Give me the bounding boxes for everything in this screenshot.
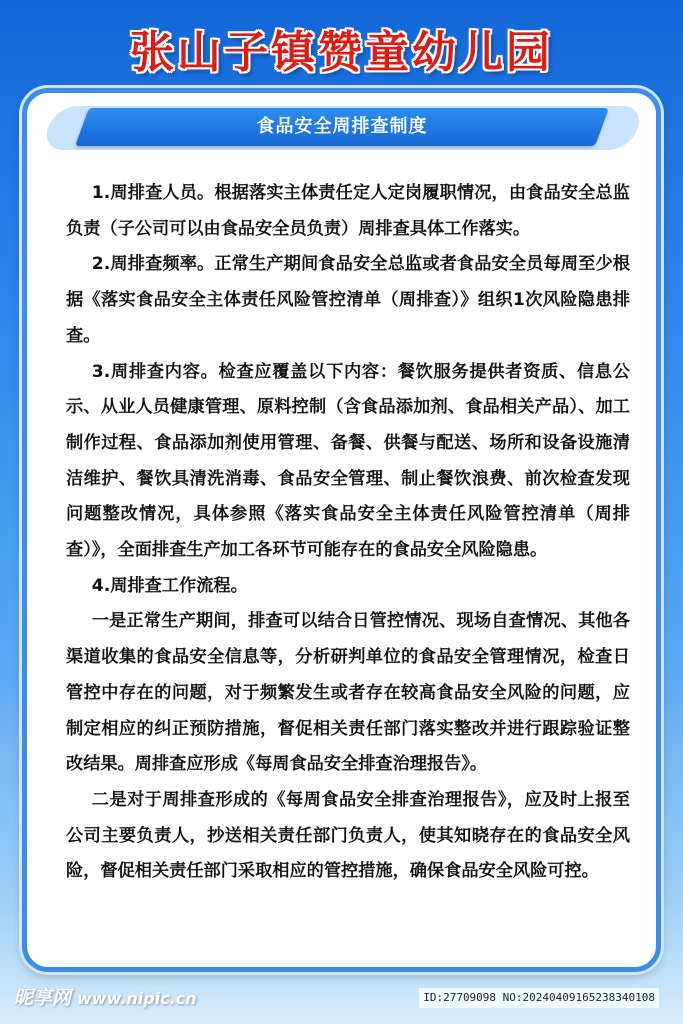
regulation-text: [66, 176, 630, 890]
paragraph-workflow-heading: 4.周排查工作流程。: [91, 575, 248, 596]
paragraph-frequency: 2.周排查频率。正常生产期间食品安全总监或者食品安全员每周至少根据《落实食品安全主体责任风险管控清单（周排查）》组织1次风险隐患排查。: [66, 254, 630, 346]
paragraph-personnel: 1.周排查人员。根据落实主体责任定人定岗履职情况，由食品安全总监负责（子公司可以由食品安全员负责）周排查具体工作落实。: [66, 183, 630, 239]
paragraph-workflow-two: 二是对于周排查形成的《每周食品安全排查治理报告》，应及时上报至公司主要负责人，抄送相关责任部门负责人，使其知晓存在的食品安全风险，督促相关责任部门采取相应的管控措施，确保食品安全风险可控。: [66, 789, 630, 882]
panel-heading: 食品安全周排查制度: [256, 116, 428, 137]
watermark-brand: [14, 984, 197, 1012]
watermark-site: www.nipic.cn: [77, 989, 197, 1008]
watermark-id: ID:27709098 NO:20240409165238340108: [419, 988, 659, 1008]
paragraph-content: 3.周排查内容。检查应覆盖以下内容：餐饮服务提供者资质、信息公示、从业人员健康管理、原料控制（含食品添加剂、食品相关产品）、加工制作过程、食品添加剂使用管理、备餐、供餐与配送、场所和设备设施清洁维护、餐饮具清洗消毒、食品安全管理、制止餐饮浪费、前次检查发现问题整改情况，具体参照《落实食品安全主体责任风险管控清单（周排查）》，全面排查生产加工各环节可能存在的食品安全风险隐患。: [66, 361, 630, 561]
page-title: 张山子镇赞童幼儿园: [130, 27, 553, 78]
watermark-brand-name: 昵享网: [14, 987, 72, 1009]
paragraph-workflow-one: 一是正常生产期间，排查可以结合日管控情况、现场自查情况、其他各渠道收集的食品安全信息等，分析研判单位的食品安全管理情况，检查日管控中存在的问题，对于频繁发生或者存在较高食品安全风险的问题，应制定相应的纠正预防措施，督促相关责任部门落实整改并进行跟踪验证整改结果。周排查应形成《每周食品安全排查治理报告》。: [66, 611, 630, 775]
